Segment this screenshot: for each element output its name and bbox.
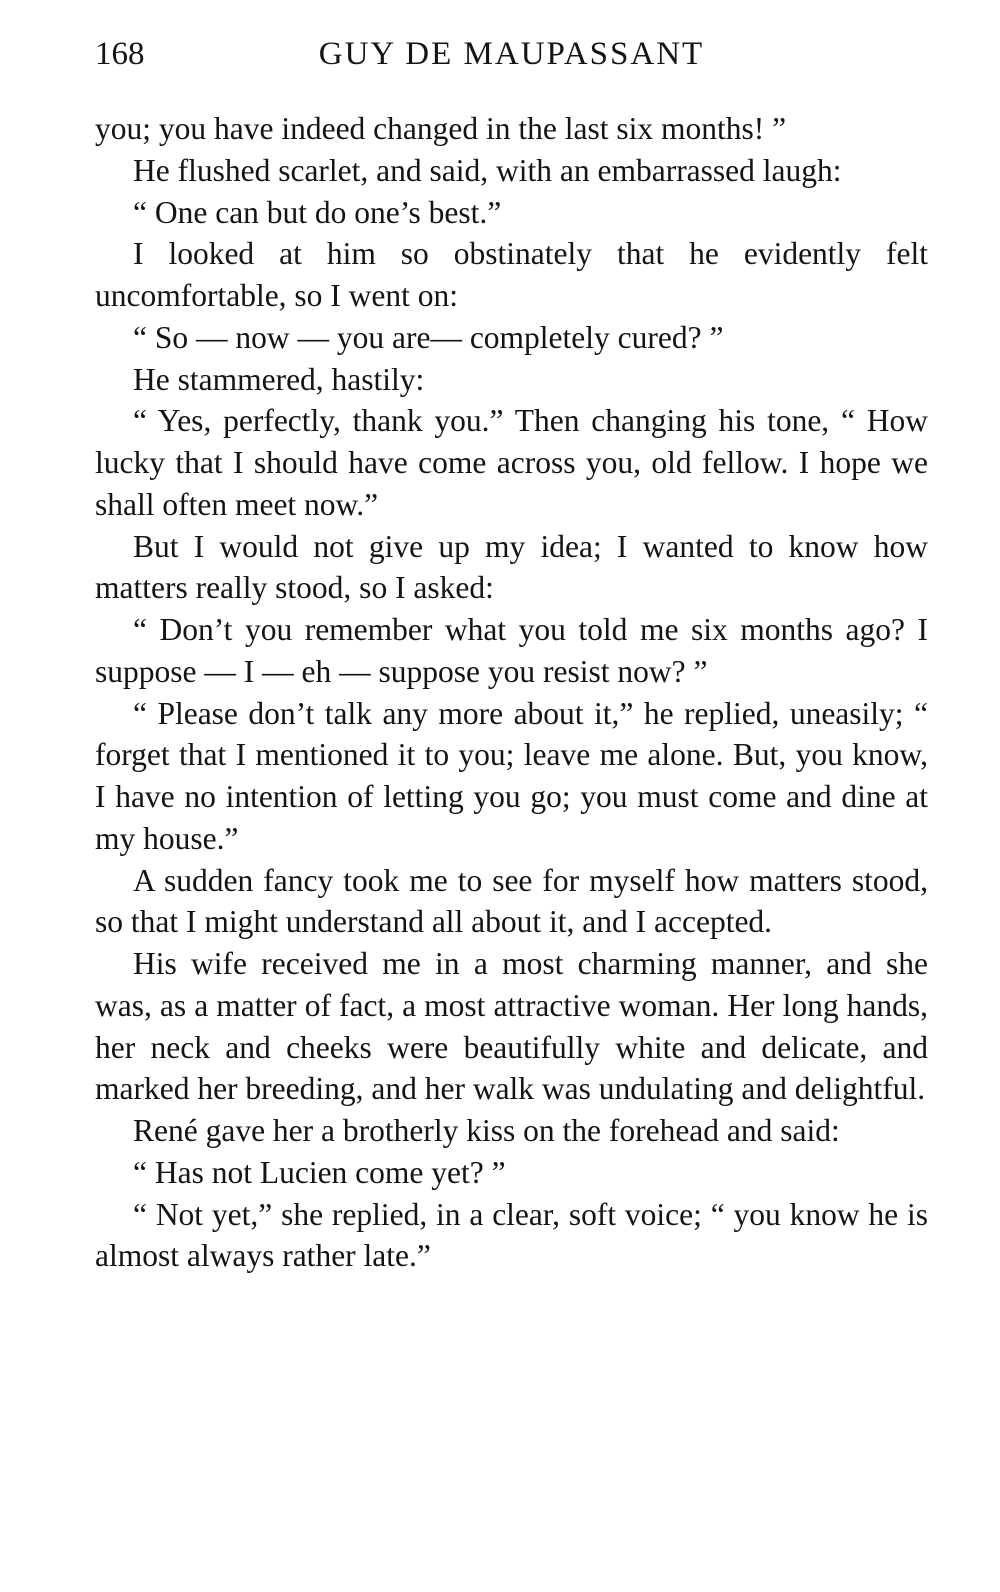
paragraph: “ Not yet,” she replied, in a clear, soft voice; “ you know he is almost always rather late.” (95, 1196, 928, 1274)
paragraph: “ Don’t you remember what you told me six months ago? I suppose — I — eh — suppose you resist now? ” (95, 612, 928, 689)
page-number: 168 (95, 36, 145, 72)
paragraph: “ One can but do one’s best.” (133, 194, 502, 230)
paragraph: A sudden fancy took me to see for myself how matters stood, so that I might understand all about it, and I accepted. (95, 862, 928, 940)
paragraph: He stammered, hastily: (133, 361, 425, 397)
paragraph: I looked at him so obstinately that he evidently felt uncomfortable, so I went on: (95, 236, 928, 313)
paragraph: “ Please don’t talk any more about it,” he replied, uneasily; “ forget that I mentioned it to you; leave me alone. But, you know, I have no intention of letting you go; you must come and dine at my house.” (95, 695, 928, 856)
running-title: GUY DE MAUPASSANT (318, 36, 705, 72)
paragraph: “ Has not Lucien come yet? ” (133, 1154, 506, 1190)
paragraph: you; you have indeed changed in the last six months! ” (95, 111, 787, 146)
paragraph: His wife received me in a most charming manner, and she was, as a matter of fact, a most attractive woman. Her long hands, her neck and cheeks were beautifully white and delicate, and marked her breeding, and her walk was undulating and delightful. (95, 946, 928, 1107)
paragraph: “ So — now — you are— completely cured? ” (133, 319, 724, 355)
book-page (95, 34, 928, 1277)
paragraph: “ Yes, perfectly, thank you.” Then changing his tone, “ How lucky that I should have come across you, old fellow. I hope we shall often meet now.” (95, 403, 928, 522)
running-head (95, 34, 928, 86)
paragraph: He flushed scarlet, and said, with an embarrassed laugh: (133, 152, 842, 188)
paragraph: But I would not give up my idea; I wanted to know how matters really stood, so I asked: (95, 528, 928, 606)
paragraph: René gave her a brotherly kiss on the forehead and said: (133, 1113, 840, 1148)
body-text (95, 108, 928, 1277)
